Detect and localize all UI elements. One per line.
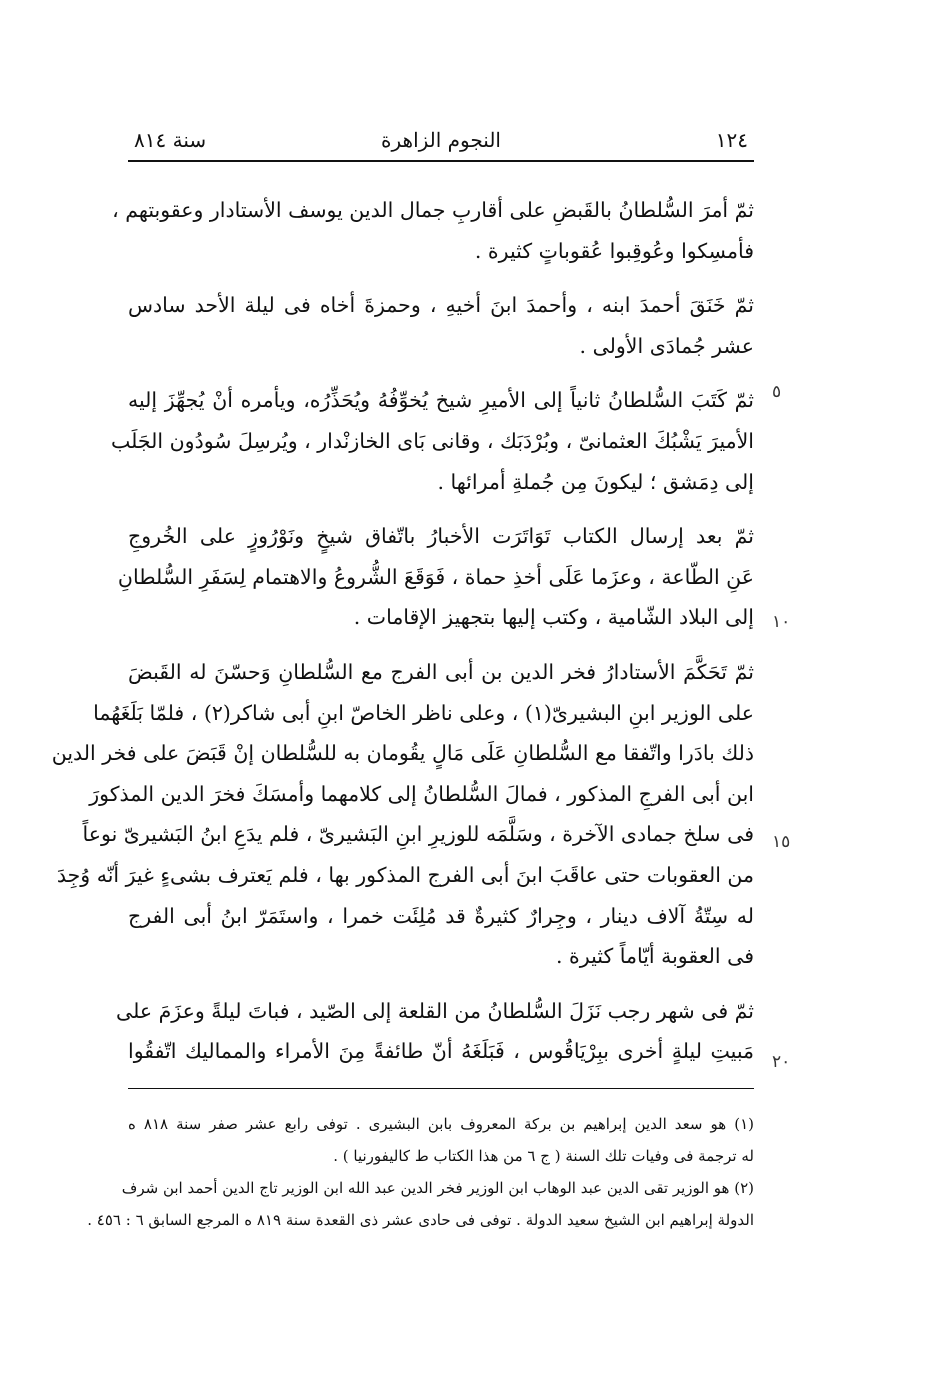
text-line: على الوزير ابنِ البشيرىّ(١) ، وعلى ناظر الخاصّ ابنِ أبى شاكر(٢) ، فلمّا بَلَغَهُما xyxy=(93,700,754,725)
footnote-line: الدولة إبراهيم ابن الشيخ سعيد الدولة . توفى فى حادى عشر ذى القعدة سنة ٨١٩ ه المرجع السابق ٦ : ٤٥٦ . xyxy=(87,1211,754,1229)
footnotes xyxy=(87,1108,754,1236)
paragraph xyxy=(128,285,754,366)
text-line: فى سلخ جمادى الآخرة ، وسَلَّمَه للوزيرِ ابنِ البَشيرىّ ، فلم يدَعِ ابنُ البَشيرىّ نوعاً xyxy=(82,822,754,847)
text-line: فى العقوبة أيّاماً كثيرة . xyxy=(555,944,754,969)
footnote-1 xyxy=(128,1108,754,1172)
year-label: سنة ٨١٤ xyxy=(134,128,207,152)
text-line: إلى البلاد الشّامية ، وكتب إليها بتجهيز الإقامات . xyxy=(353,605,754,630)
text-line: ثمّ بعد إرسال الكتاب تَوَاتَرَت الأخبارُ باتّفاق شيخٍ ونَوْرُوزٍ على الخُروجِ xyxy=(128,524,754,549)
paragraph xyxy=(51,652,754,977)
text-line: إلى دِمَشق ؛ ليكونَ مِن جُملةِ أمرائها . xyxy=(437,469,754,494)
text-line: له سِتّةُ آلاف دينار ، وجِرارٌ كثيرةٌ قد مُلِئَت خمرا ، واستَمَرّ ابنُ أبى الفرج xyxy=(128,903,754,928)
text-line: ذلك بادَرا واتّفقا مع السُّلطانِ عَلَى مَالٍ يقُومان به للسُّلطان إنْ قَبَضَ على فخر الدين xyxy=(51,741,754,766)
paragraph xyxy=(111,380,754,502)
paragraph xyxy=(115,991,754,1072)
text-line: عشر جُمادَى الأولى . xyxy=(579,333,754,358)
text-line: ثمّ كَتَبَ السُّلطانُ ثانياً إلى الأميرِ شيخ يُخوِّفُهُ ويُحَذِّرُه، ويأمره أنْ يُجهِّزَ إليه xyxy=(128,388,754,413)
header-rule xyxy=(128,160,754,162)
text-line: ثمّ فى شهر رجب نَزَلَ السُّلطانُ من القلعة إلى الصّيد ، فباتَ ليلةً وعزَمَ على xyxy=(115,998,754,1023)
text-line: عَنِ الطّاعة ، وعزَما عَلَى أخذِ حماة ، فَوَقَعَ الشُّروعُ والاهتمام لِسَفَرِ السُّلطانِ xyxy=(117,564,754,589)
line-number-5: ٥ xyxy=(772,382,782,402)
footnote-line: (٢) هو الوزير تقى الدين عبد الوهاب ابن الوزير فخر الدين عبد الله ابن الوزير تاج الدين أحمد ابن شرف xyxy=(121,1179,754,1197)
page-number: ١٢٤ xyxy=(715,128,748,152)
paragraph xyxy=(112,190,754,271)
footnote-rule xyxy=(128,1088,754,1089)
line-number-10: ١٠ xyxy=(772,612,791,632)
main-text xyxy=(51,190,754,1086)
text-line: من العقوبات حتى عاقَبَ ابنَ أبى الفرج المذكور بها ، فلم يَعترف بشىءٍ غيرَ أنّه وُجِدَ xyxy=(56,862,754,887)
footnote-2 xyxy=(87,1172,754,1236)
footnote-line: (١) هو سعد الدين إبراهيم بن بركة المعروف بابن البشيرى . توفى رابع عشر صفر سنة ٨١٨ ه xyxy=(128,1115,754,1133)
text-line: ثمّ أمرَ السُّلطانُ بالقَبضِ على أقاربِ جمال الدين يوسف الأستادار وعقوبتهم ، xyxy=(112,198,754,222)
line-number-20: ٢٠ xyxy=(772,1052,791,1072)
text-line: ثمّ تَحَكَّمَ الأستادارُ فخر الدين بن أبى الفرج مع السُّلطانِ وَحسّنَ له القَبضَ xyxy=(128,659,754,684)
paragraph xyxy=(117,516,754,638)
text-line: ثمّ خَنَقَ أحمدَ ابنه ، وأحمدَ ابنَ أخيهِ ، وحمزةَ أخاه فى ليلة الأحد سادس xyxy=(128,293,754,318)
text-line: الأميرَ يَشْبُكَ العثمانىّ ، وبُرْدَبَك ، وقانى بَاى الخازنْدار ، ويُرسِلَ سُودُون الجَلَب xyxy=(111,428,754,453)
footnote-line: له ترجمة فى وفيات تلك السنة ( ج ٦ من هذا الكتاب ط كاليفورنيا ) . xyxy=(333,1147,754,1165)
line-number-15: ١٥ xyxy=(772,832,791,852)
text-line: فأمسِكوا وعُوقِبوا عُقوباتٍ كثيرة . xyxy=(474,238,754,263)
text-line: مَبيتِ ليلةٍ أخرى ببِرْيَاقُوس ، فَبَلَغَهُ أنّ طائفةً مِنَ الأمراء والمماليك اتّفقُوا xyxy=(128,1039,754,1064)
text-line: ابن أبى الفرجِ المذكور ، فمالَ السُّلطانُ إلى كلامهما وأمسَكَ فخرَ الدين المذكورَ xyxy=(89,781,754,806)
running-title: النجوم الزاهرة xyxy=(381,128,501,152)
running-header xyxy=(128,122,754,158)
